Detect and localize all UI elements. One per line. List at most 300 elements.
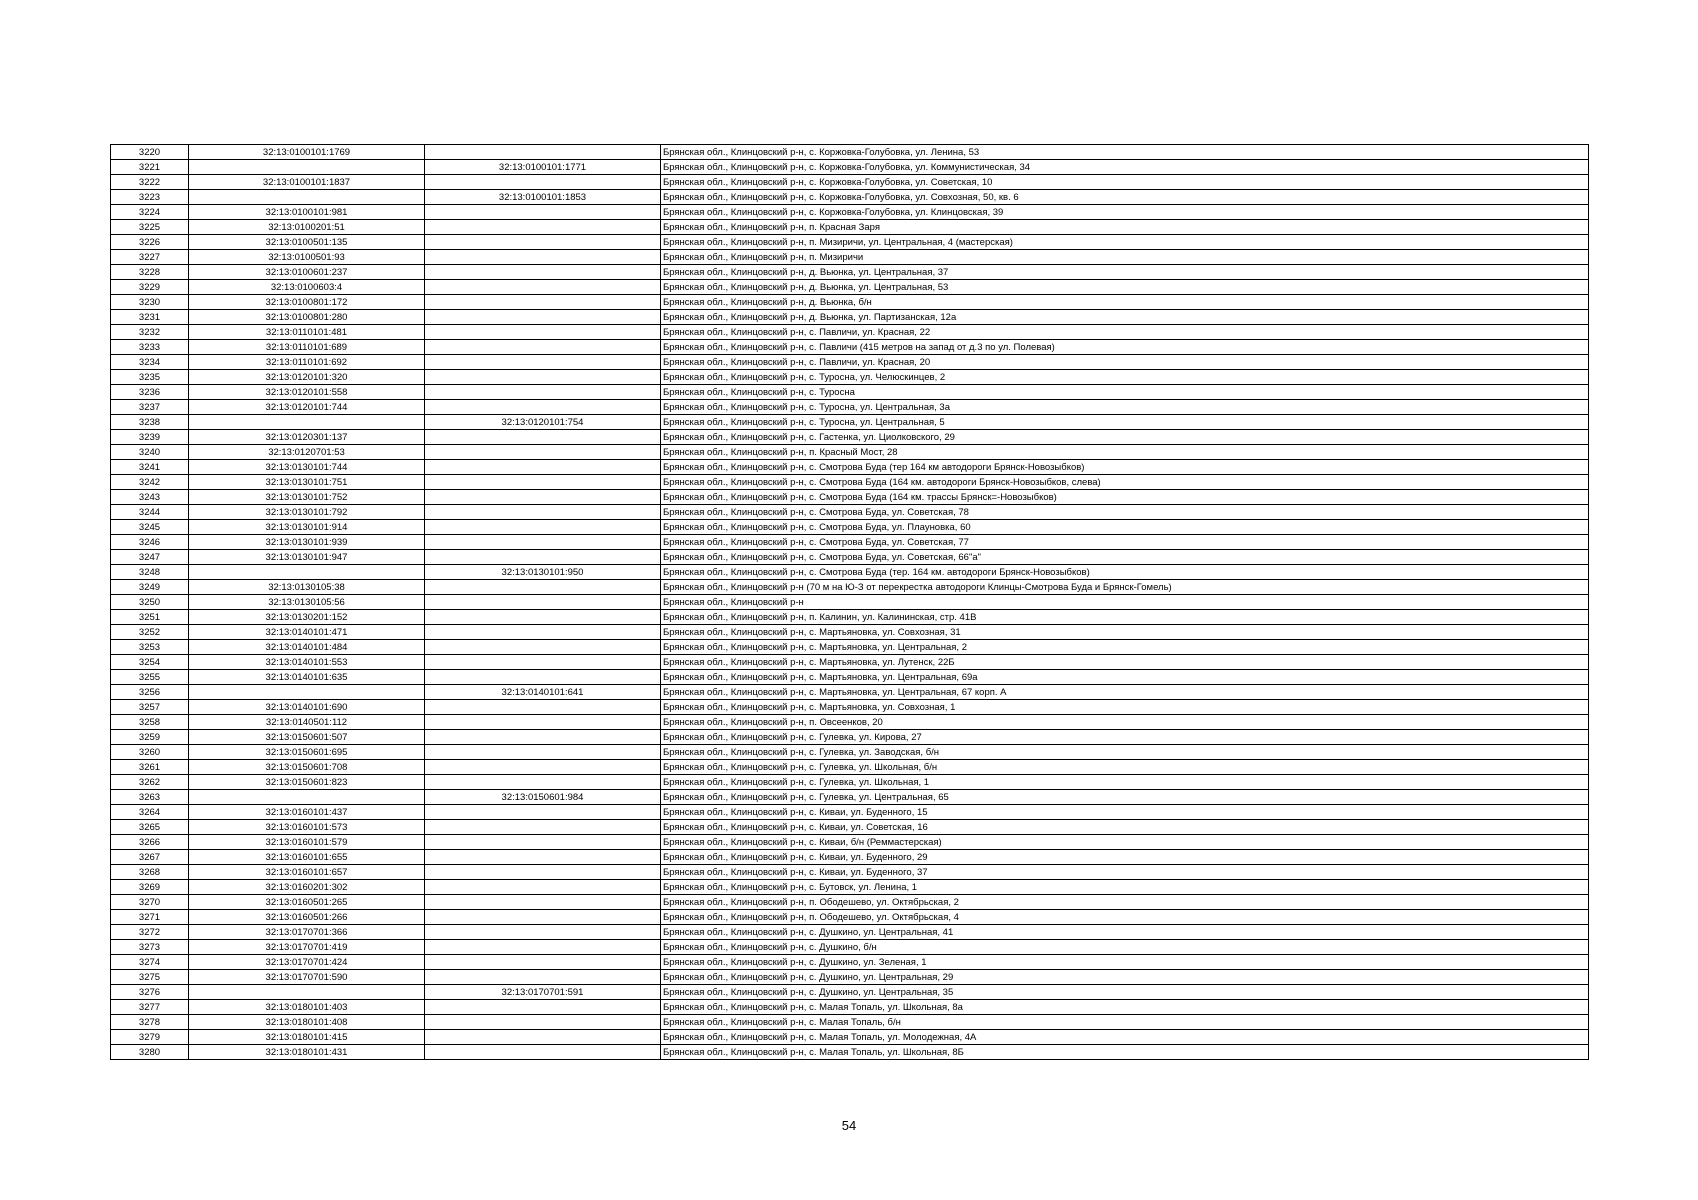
table-row (111, 715, 1589, 730)
cadastral-number-cell: 32:13:0160101:573 (189, 820, 425, 835)
row-number-cell: 3234 (111, 355, 189, 370)
row-number-cell: 3260 (111, 745, 189, 760)
table-row (111, 370, 1589, 385)
cadastral-number-cell: 32:13:0130101:744 (189, 460, 425, 475)
table-row (111, 535, 1589, 550)
cadastral-number-cell: 32:13:0160101:579 (189, 835, 425, 850)
cadastral-number-alt-cell (425, 970, 661, 985)
table-row (111, 835, 1589, 850)
row-number-cell: 3269 (111, 880, 189, 895)
row-number-cell: 3261 (111, 760, 189, 775)
address-cell: Брянская обл., Клинцовский р-н, с. Смотрова Буда, ул. Плауновка, 60 (661, 520, 1589, 535)
address-cell: Брянская обл., Клинцовский р-н, с. Малая Топаль, ул. Школьная, 8а (661, 1000, 1589, 1015)
cadastral-number-alt-cell (425, 280, 661, 295)
row-number-cell: 3256 (111, 685, 189, 700)
cadastral-number-alt-cell (425, 310, 661, 325)
address-cell: Брянская обл., Клинцовский р-н, п. Калинин, ул. Калининская, стр. 41В (661, 610, 1589, 625)
table-row (111, 595, 1589, 610)
row-number-cell: 3258 (111, 715, 189, 730)
address-cell: Брянская обл., Клинцовский р-н, п. Мизиричи, ул. Центральная, 4 (мастерская) (661, 235, 1589, 250)
row-number-cell: 3236 (111, 385, 189, 400)
cadastral-number-cell: 32:13:0160501:266 (189, 910, 425, 925)
table-row (111, 1015, 1589, 1030)
cadastral-number-cell: 32:13:0120701:53 (189, 445, 425, 460)
cadastral-number-alt-cell (425, 490, 661, 505)
cadastral-number-alt-cell (425, 340, 661, 355)
cadastral-number-cell: 32:13:0100801:172 (189, 295, 425, 310)
cadastral-number-alt-cell (425, 370, 661, 385)
cadastral-number-alt-cell (425, 715, 661, 730)
cadastral-number-alt-cell (425, 820, 661, 835)
address-cell: Брянская обл., Клинцовский р-н, с. Туросна, ул. Центральная, 5 (661, 415, 1589, 430)
address-cell: Брянская обл., Клинцовский р-н, с. Павличи (415 метров на запад от д.3 по ул. Полевая) (661, 340, 1589, 355)
cadastral-number-alt-cell (425, 745, 661, 760)
address-cell: Брянская обл., Клинцовский р-н (70 м на Ю-З от перекрестка автодороги Клинцы-Смотрова Буда и Брянск-Гомель) (661, 580, 1589, 595)
row-number-cell: 3243 (111, 490, 189, 505)
table-body (111, 145, 1589, 1060)
row-number-cell: 3280 (111, 1045, 189, 1060)
row-number-cell: 3273 (111, 940, 189, 955)
cadastral-number-alt-cell (425, 385, 661, 400)
cadastral-number-alt-cell (425, 670, 661, 685)
address-cell: Брянская обл., Клинцовский р-н, с. Павличи, ул. Красная, 20 (661, 355, 1589, 370)
row-number-cell: 3247 (111, 550, 189, 565)
row-number-cell: 3237 (111, 400, 189, 415)
address-cell: Брянская обл., Клинцовский р-н, с. Киваи, ул. Буденного, 29 (661, 850, 1589, 865)
row-number-cell: 3255 (111, 670, 189, 685)
cadastral-number-alt-cell (425, 925, 661, 940)
address-cell: Брянская обл., Клинцовский р-н, с. Гастенка, ул. Циолковского, 29 (661, 430, 1589, 445)
table-row (111, 520, 1589, 535)
table-row (111, 265, 1589, 280)
table-row (111, 850, 1589, 865)
row-number-cell: 3246 (111, 535, 189, 550)
address-cell: Брянская обл., Клинцовский р-н, с. Туросна, ул. Челюскинцев, 2 (661, 370, 1589, 385)
cadastral-number-cell: 32:13:0180101:408 (189, 1015, 425, 1030)
table-row (111, 445, 1589, 460)
cadastral-number-alt-cell (425, 505, 661, 520)
cadastral-number-alt-cell: 32:13:0100101:1853 (425, 190, 661, 205)
address-cell: Брянская обл., Клинцовский р-н, с. Киваи, ул. Советская, 16 (661, 820, 1589, 835)
row-number-cell: 3279 (111, 1030, 189, 1045)
cadastral-number-alt-cell (425, 775, 661, 790)
table-row (111, 355, 1589, 370)
row-number-cell: 3226 (111, 235, 189, 250)
table-row (111, 460, 1589, 475)
row-number-cell: 3229 (111, 280, 189, 295)
address-cell: Брянская обл., Клинцовский р-н, п. Ободешево, ул. Октябрьская, 4 (661, 910, 1589, 925)
cadastral-number-cell (189, 160, 425, 175)
row-number-cell: 3248 (111, 565, 189, 580)
cadastral-number-alt-cell (425, 175, 661, 190)
cadastral-number-cell: 32:13:0180101:403 (189, 1000, 425, 1015)
table-row (111, 925, 1589, 940)
cadastral-number-cell (189, 985, 425, 1000)
address-cell: Брянская обл., Клинцовский р-н, с. Гулевка, ул. Кирова, 27 (661, 730, 1589, 745)
address-cell: Брянская обл., Клинцовский р-н, д. Вьюнка, ул. Центральная, 53 (661, 280, 1589, 295)
row-number-cell: 3265 (111, 820, 189, 835)
cadastral-number-cell: 32:13:0130101:792 (189, 505, 425, 520)
table-row (111, 1000, 1589, 1015)
cadastral-number-cell: 32:13:0120101:744 (189, 400, 425, 415)
table-row (111, 865, 1589, 880)
address-cell: Брянская обл., Клинцовский р-н, с. Киваи, ул. Буденного, 37 (661, 865, 1589, 880)
address-cell: Брянская обл., Клинцовский р-н, с. Павличи, ул. Красная, 22 (661, 325, 1589, 340)
row-number-cell: 3263 (111, 790, 189, 805)
table-row (111, 145, 1589, 160)
address-cell: Брянская обл., Клинцовский р-н, с. Малая Топаль, б/н (661, 1015, 1589, 1030)
address-cell: Брянская обл., Клинцовский р-н, с. Душкино, ул. Центральная, 29 (661, 970, 1589, 985)
table-row (111, 400, 1589, 415)
row-number-cell: 3238 (111, 415, 189, 430)
table-row (111, 250, 1589, 265)
table-row (111, 640, 1589, 655)
table-row (111, 760, 1589, 775)
row-number-cell: 3266 (111, 835, 189, 850)
table-row (111, 820, 1589, 835)
address-cell: Брянская обл., Клинцовский р-н, с. Смотрова Буда (164 км. автодороги Брянск-Новозыбков, слева) (661, 475, 1589, 490)
address-cell: Брянская обл., Клинцовский р-н, с. Гулевка, ул. Школьная, 1 (661, 775, 1589, 790)
page-number: 54 (841, 1118, 857, 1133)
table-row (111, 610, 1589, 625)
cadastral-number-cell: 32:13:0100201:51 (189, 220, 425, 235)
cadastral-number-alt-cell (425, 940, 661, 955)
cadastral-number-cell: 32:13:0100601:237 (189, 265, 425, 280)
cadastral-number-cell (189, 790, 425, 805)
table-row (111, 955, 1589, 970)
table-row (111, 310, 1589, 325)
cadastral-number-alt-cell: 32:13:0150601:984 (425, 790, 661, 805)
table-row (111, 775, 1589, 790)
cadastral-number-alt-cell (425, 700, 661, 715)
cadastral-number-cell: 32:13:0130105:56 (189, 595, 425, 610)
address-cell: Брянская обл., Клинцовский р-н (661, 595, 1589, 610)
cadastral-number-cell: 32:13:0180101:431 (189, 1045, 425, 1060)
cadastral-number-alt-cell (425, 1045, 661, 1060)
cadastral-number-alt-cell (425, 355, 661, 370)
row-number-cell: 3222 (111, 175, 189, 190)
address-cell: Брянская обл., Клинцовский р-н, с. Малая Топаль, ул. Молодежная, 4А (661, 1030, 1589, 1045)
address-cell: Брянская обл., Клинцовский р-н, с. Коржовка-Голубовка, ул. Коммунистическая, 34 (661, 160, 1589, 175)
row-number-cell: 3228 (111, 265, 189, 280)
row-number-cell: 3262 (111, 775, 189, 790)
address-cell: Брянская обл., Клинцовский р-н, с. Гулевка, ул. Заводская, б/н (661, 745, 1589, 760)
cadastral-number-alt-cell (425, 235, 661, 250)
row-number-cell: 3227 (111, 250, 189, 265)
table-row (111, 985, 1589, 1000)
row-number-cell: 3223 (111, 190, 189, 205)
cadastral-number-alt-cell (425, 910, 661, 925)
cadastral-number-cell (189, 565, 425, 580)
table-row (111, 295, 1589, 310)
cadastral-number-cell: 32:13:0150601:695 (189, 745, 425, 760)
row-number-cell: 3257 (111, 700, 189, 715)
cadastral-number-alt-cell (425, 460, 661, 475)
cadastral-number-alt-cell (425, 1000, 661, 1015)
cadastral-number-cell: 32:13:0110101:689 (189, 340, 425, 355)
cadastral-number-alt-cell (425, 655, 661, 670)
cadastral-number-cell: 32:13:0100501:93 (189, 250, 425, 265)
cadastral-number-cell: 32:13:0160101:657 (189, 865, 425, 880)
cadastral-number-cell: 32:13:0130201:152 (189, 610, 425, 625)
row-number-cell: 3240 (111, 445, 189, 460)
cadastral-number-cell: 32:13:0150601:708 (189, 760, 425, 775)
cadastral-number-alt-cell (425, 805, 661, 820)
address-cell: Брянская обл., Клинцовский р-н, с. Гулевка, ул. Центральная, 65 (661, 790, 1589, 805)
row-number-cell: 3244 (111, 505, 189, 520)
cadastral-number-alt-cell (425, 850, 661, 865)
cadastral-number-cell: 32:13:0160101:655 (189, 850, 425, 865)
row-number-cell: 3251 (111, 610, 189, 625)
address-cell: Брянская обл., Клинцовский р-н, с. Смотрова Буда, ул. Советская, 66"а" (661, 550, 1589, 565)
address-cell: Брянская обл., Клинцовский р-н, с. Смотрова Буда (164 км. трассы Брянск=-Новозыбков) (661, 490, 1589, 505)
row-number-cell: 3254 (111, 655, 189, 670)
table-row (111, 505, 1589, 520)
row-number-cell: 3278 (111, 1015, 189, 1030)
table-row (111, 790, 1589, 805)
row-number-cell: 3277 (111, 1000, 189, 1015)
address-cell: Брянская обл., Клинцовский р-н, с. Мартьяновка, ул. Совхозная, 1 (661, 700, 1589, 715)
cadastral-number-cell: 32:13:0140501:112 (189, 715, 425, 730)
table-row (111, 670, 1589, 685)
cadastral-number-cell: 32:13:0140101:471 (189, 625, 425, 640)
cadastral-number-alt-cell: 32:13:0100101:1771 (425, 160, 661, 175)
table-row (111, 340, 1589, 355)
table-row (111, 325, 1589, 340)
table-row (111, 700, 1589, 715)
address-cell: Брянская обл., Клинцовский р-н, с. Коржовка-Голубовка, ул. Советская, 10 (661, 175, 1589, 190)
table-row (111, 220, 1589, 235)
table-row (111, 1030, 1589, 1045)
cadastral-number-cell: 32:13:0100501:135 (189, 235, 425, 250)
cadastral-number-alt-cell: 32:13:0130101:950 (425, 565, 661, 580)
row-number-cell: 3270 (111, 895, 189, 910)
cadastral-number-cell: 32:13:0150601:507 (189, 730, 425, 745)
table-row (111, 385, 1589, 400)
cadastral-number-cell: 32:13:0120301:137 (189, 430, 425, 445)
address-cell: Брянская обл., Клинцовский р-н, с. Мартьяновка, ул. Совхозная, 31 (661, 625, 1589, 640)
cadastral-number-cell: 32:13:0120101:558 (189, 385, 425, 400)
cadastral-number-cell (189, 685, 425, 700)
row-number-cell: 3253 (111, 640, 189, 655)
cadastral-number-alt-cell (425, 430, 661, 445)
property-register-table (110, 144, 1589, 1060)
cadastral-number-cell: 32:13:0160501:265 (189, 895, 425, 910)
address-cell: Брянская обл., Клинцовский р-н, п. Ободешево, ул. Октябрьская, 2 (661, 895, 1589, 910)
table-row (111, 205, 1589, 220)
address-cell: Брянская обл., Клинцовский р-н, с. Мартьяновка, ул. Лутенск, 22Б (661, 655, 1589, 670)
row-number-cell: 3241 (111, 460, 189, 475)
row-number-cell: 3250 (111, 595, 189, 610)
cadastral-number-alt-cell (425, 295, 661, 310)
address-cell: Брянская обл., Клинцовский р-н, с. Киваи, ул. Буденного, 15 (661, 805, 1589, 820)
row-number-cell: 3259 (111, 730, 189, 745)
address-cell: Брянская обл., Клинцовский р-н, с. Коржовка-Голубовка, ул. Совхозная, 50, кв. 6 (661, 190, 1589, 205)
table-row (111, 685, 1589, 700)
row-number-cell: 3220 (111, 145, 189, 160)
table-row (111, 805, 1589, 820)
address-cell: Брянская обл., Клинцовский р-н, с. Туросна (661, 385, 1589, 400)
table-row (111, 160, 1589, 175)
table-row (111, 895, 1589, 910)
row-number-cell: 3252 (111, 625, 189, 640)
row-number-cell: 3274 (111, 955, 189, 970)
cadastral-number-cell: 32:13:0100603:4 (189, 280, 425, 295)
row-number-cell: 3276 (111, 985, 189, 1000)
cadastral-number-cell: 32:13:0130101:752 (189, 490, 425, 505)
cadastral-number-alt-cell (425, 760, 661, 775)
cadastral-number-cell: 32:13:0140101:484 (189, 640, 425, 655)
address-cell: Брянская обл., Клинцовский р-н, с. Бутовск, ул. Ленина, 1 (661, 880, 1589, 895)
cadastral-number-cell: 32:13:0170701:424 (189, 955, 425, 970)
address-cell: Брянская обл., Клинцовский р-н, с. Смотрова Буда, ул. Советская, 78 (661, 505, 1589, 520)
address-cell: Брянская обл., Клинцовский р-н, с. Смотрова Буда (тер. 164 км. автодороги Брянск-Новозыбков) (661, 565, 1589, 580)
table-row (111, 565, 1589, 580)
row-number-cell: 3232 (111, 325, 189, 340)
cadastral-number-alt-cell (425, 955, 661, 970)
address-cell: Брянская обл., Клинцовский р-н, п. Мизиричи (661, 250, 1589, 265)
cadastral-number-cell: 32:13:0100101:1769 (189, 145, 425, 160)
cadastral-number-cell: 32:13:0170701:366 (189, 925, 425, 940)
row-number-cell: 3224 (111, 205, 189, 220)
cadastral-number-alt-cell (425, 625, 661, 640)
cadastral-number-cell: 32:13:0130101:947 (189, 550, 425, 565)
table-row (111, 730, 1589, 745)
row-number-cell: 3264 (111, 805, 189, 820)
address-cell: Брянская обл., Клинцовский р-н, с. Смотрова Буда, ул. Советская, 77 (661, 535, 1589, 550)
table-row (111, 625, 1589, 640)
table-row (111, 880, 1589, 895)
cadastral-number-alt-cell (425, 610, 661, 625)
row-number-cell: 3242 (111, 475, 189, 490)
cadastral-number-alt-cell (425, 880, 661, 895)
cadastral-number-alt-cell: 32:13:0120101:754 (425, 415, 661, 430)
cadastral-number-alt-cell (425, 865, 661, 880)
address-cell: Брянская обл., Клинцовский р-н, с. Смотрова Буда (тер 164 км автодороги Брянск-Новозыбков) (661, 460, 1589, 475)
address-cell: Брянская обл., Клинцовский р-н, с. Мартьяновка, ул. Центральная, 67 корп. А (661, 685, 1589, 700)
row-number-cell: 3221 (111, 160, 189, 175)
cadastral-number-alt-cell (425, 265, 661, 280)
cadastral-number-alt-cell (425, 400, 661, 415)
cadastral-number-cell: 32:13:0170701:419 (189, 940, 425, 955)
table-row (111, 1045, 1589, 1060)
cadastral-number-alt-cell (425, 220, 661, 235)
cadastral-number-alt-cell (425, 730, 661, 745)
table-row (111, 745, 1589, 760)
address-cell: Брянская обл., Клинцовский р-н, с. Душкино, ул. Центральная, 41 (661, 925, 1589, 940)
table-row (111, 970, 1589, 985)
table-row (111, 550, 1589, 565)
address-cell: Брянская обл., Клинцовский р-н, д. Вьюнка, б/н (661, 295, 1589, 310)
cadastral-number-cell: 32:13:0130101:914 (189, 520, 425, 535)
row-number-cell: 3267 (111, 850, 189, 865)
table-row (111, 940, 1589, 955)
address-cell: Брянская обл., Клинцовский р-н, с. Душкино, б/н (661, 940, 1589, 955)
table-row (111, 580, 1589, 595)
cadastral-number-alt-cell (425, 535, 661, 550)
row-number-cell: 3233 (111, 340, 189, 355)
address-cell: Брянская обл., Клинцовский р-н, п. Овсеенков, 20 (661, 715, 1589, 730)
cadastral-number-alt-cell (425, 520, 661, 535)
table-row (111, 475, 1589, 490)
cadastral-number-alt-cell (425, 595, 661, 610)
cadastral-number-alt-cell: 32:13:0140101:641 (425, 685, 661, 700)
row-number-cell: 3231 (111, 310, 189, 325)
address-cell: Брянская обл., Клинцовский р-н, п. Красная Заря (661, 220, 1589, 235)
address-cell: Брянская обл., Клинцовский р-н, д. Вьюнка, ул. Партизанская, 12а (661, 310, 1589, 325)
cadastral-number-cell: 32:13:0100101:1837 (189, 175, 425, 190)
address-cell: Брянская обл., Клинцовский р-н, с. Душкино, ул. Зеленая, 1 (661, 955, 1589, 970)
row-number-cell: 3239 (111, 430, 189, 445)
cadastral-number-alt-cell (425, 580, 661, 595)
cadastral-number-alt-cell (425, 145, 661, 160)
address-cell: Брянская обл., Клинцовский р-н, с. Мартьяновка, ул. Центральная, 69а (661, 670, 1589, 685)
table-row (111, 655, 1589, 670)
address-cell: Брянская обл., Клинцовский р-н, с. Коржовка-Голубовка, ул. Ленина, 53 (661, 145, 1589, 160)
address-cell: Брянская обл., Клинцовский р-н, с. Малая Топаль, ул. Школьная, 8Б (661, 1045, 1589, 1060)
cadastral-number-alt-cell (425, 1030, 661, 1045)
table-row (111, 190, 1589, 205)
row-number-cell: 3235 (111, 370, 189, 385)
cadastral-number-cell: 32:13:0130101:939 (189, 535, 425, 550)
cadastral-number-cell: 32:13:0110101:692 (189, 355, 425, 370)
table-row (111, 280, 1589, 295)
row-number-cell: 3225 (111, 220, 189, 235)
address-cell: Брянская обл., Клинцовский р-н, с. Гулевка, ул. Школьная, б/н (661, 760, 1589, 775)
cadastral-number-cell: 32:13:0170701:590 (189, 970, 425, 985)
address-cell: Брянская обл., Клинцовский р-н, с. Туросна, ул. Центральная, 3а (661, 400, 1589, 415)
cadastral-number-alt-cell (425, 1015, 661, 1030)
table-row (111, 910, 1589, 925)
cadastral-number-cell: 32:13:0140101:553 (189, 655, 425, 670)
cadastral-number-cell: 32:13:0100801:280 (189, 310, 425, 325)
row-number-cell: 3271 (111, 910, 189, 925)
cadastral-number-cell (189, 190, 425, 205)
cadastral-number-alt-cell: 32:13:0170701:591 (425, 985, 661, 1000)
row-number-cell: 3268 (111, 865, 189, 880)
cadastral-number-alt-cell (425, 550, 661, 565)
cadastral-number-alt-cell (425, 895, 661, 910)
cadastral-number-cell: 32:13:0120101:320 (189, 370, 425, 385)
cadastral-number-alt-cell (425, 445, 661, 460)
table-row (111, 430, 1589, 445)
address-cell: Брянская обл., Клинцовский р-н, с. Коржовка-Голубовка, ул. Клинцовская, 39 (661, 205, 1589, 220)
table-row (111, 415, 1589, 430)
cadastral-number-cell: 32:13:0130105:38 (189, 580, 425, 595)
cadastral-number-alt-cell (425, 475, 661, 490)
row-number-cell: 3249 (111, 580, 189, 595)
table-row (111, 235, 1589, 250)
row-number-cell: 3245 (111, 520, 189, 535)
cadastral-number-alt-cell (425, 835, 661, 850)
cadastral-number-cell (189, 415, 425, 430)
cadastral-number-cell: 32:13:0100101:981 (189, 205, 425, 220)
address-cell: Брянская обл., Клинцовский р-н, п. Красный Мост, 28 (661, 445, 1589, 460)
cadastral-number-cell: 32:13:0150601:823 (189, 775, 425, 790)
address-cell: Брянская обл., Клинцовский р-н, с. Мартьяновка, ул. Центральная, 2 (661, 640, 1589, 655)
row-number-cell: 3272 (111, 925, 189, 940)
row-number-cell: 3275 (111, 970, 189, 985)
cadastral-number-alt-cell (425, 250, 661, 265)
cadastral-number-cell: 32:13:0130101:751 (189, 475, 425, 490)
cadastral-number-cell: 32:13:0160201:302 (189, 880, 425, 895)
row-number-cell: 3230 (111, 295, 189, 310)
cadastral-number-cell: 32:13:0110101:481 (189, 325, 425, 340)
address-cell: Брянская обл., Клинцовский р-н, с. Душкино, ул. Центральная, 35 (661, 985, 1589, 1000)
cadastral-number-cell: 32:13:0180101:415 (189, 1030, 425, 1045)
address-cell: Брянская обл., Клинцовский р-н, с. Киваи, б/н (Реммастерская) (661, 835, 1589, 850)
cadastral-number-alt-cell (425, 325, 661, 340)
